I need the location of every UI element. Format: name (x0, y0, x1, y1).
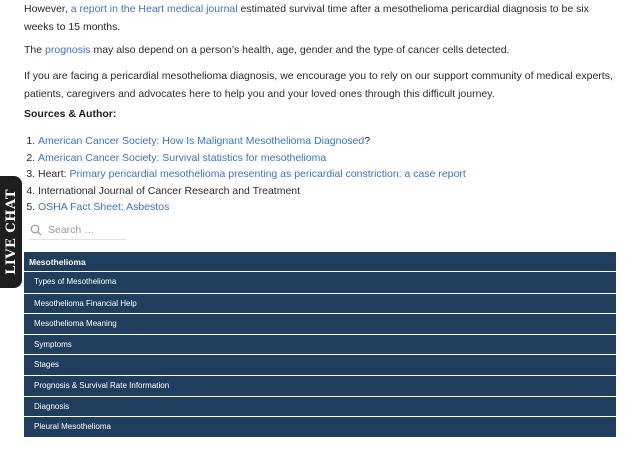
paragraph-survival (24, 0, 616, 36)
source-link-osha[interactable]: OSHA Fact Sheet: Asbestos (38, 201, 170, 213)
source-item (38, 183, 598, 200)
search-input[interactable] (48, 224, 118, 236)
paragraph-text: The (24, 44, 46, 56)
nav-item-stages[interactable]: Stages (24, 354, 616, 375)
source-text: International Journal of Cancer Research and Treatment (38, 184, 301, 197)
paragraph-text: However, (24, 3, 71, 15)
paragraph-prognosis (24, 41, 616, 59)
nav-item-financial-help[interactable]: Mesothelioma Financial Help (24, 293, 616, 314)
nav-item-types[interactable]: Types of Mesothelioma (24, 272, 616, 293)
nav-item-diagnosis[interactable]: Diagnosis (24, 396, 616, 417)
search-icon (30, 224, 42, 236)
source-link-acs-survival[interactable]: American Cancer Society: Survival statistics for mesothelioma (38, 151, 327, 164)
search-box[interactable] (30, 221, 126, 240)
nav-item-prognosis[interactable]: Prognosis & Survival Rate Information (24, 375, 616, 396)
source-link-acs-diagnosed[interactable]: American Cancer Society: How Is Malignant Mesothelioma Diagnosed (38, 135, 365, 147)
source-item (38, 166, 598, 183)
nav-item-meaning[interactable]: Mesothelioma Meaning (24, 313, 616, 334)
nav-item-symptoms[interactable]: Symptoms (24, 334, 616, 355)
nav-heading-mesothelioma[interactable]: Mesothelioma (24, 252, 616, 272)
nav-item-pleural[interactable]: Pleural Mesothelioma (24, 416, 616, 437)
source-link-heart-case-report[interactable]: Primary pericardial mesothelioma presenting as pericardial constriction: a case report (69, 168, 466, 180)
sources-list (24, 133, 598, 216)
source-item (38, 133, 598, 150)
paragraph-text: estimated survival time after a mesothelioma pericardial diagnosis to be six weeks to 15 months. (24, 3, 589, 33)
prognosis-link[interactable]: prognosis (45, 44, 91, 56)
live-chat-label: LIVE CHAT (3, 189, 19, 275)
paragraph-text: may also depend on a person’s health, age, gender and the type of cancer cells detected. (90, 44, 510, 56)
source-item (38, 199, 598, 216)
mesothelioma-nav (24, 252, 616, 437)
source-item (38, 150, 598, 167)
paragraph-support: If you are facing a pericardial mesothelioma diagnosis, we encourage you to rely on our support community of medical experts, patients, caregivers and advocates here to help you and your loved ones through this difficult journey. (24, 70, 613, 100)
live-chat-button[interactable] (0, 176, 22, 288)
source-prefix: Heart: (38, 168, 70, 180)
heart-journal-link[interactable]: a report in the Heart medical journal (70, 3, 238, 15)
sources-heading: Sources & Author: (24, 108, 117, 120)
source-suffix: ? (364, 135, 371, 147)
nav-list (24, 272, 616, 437)
